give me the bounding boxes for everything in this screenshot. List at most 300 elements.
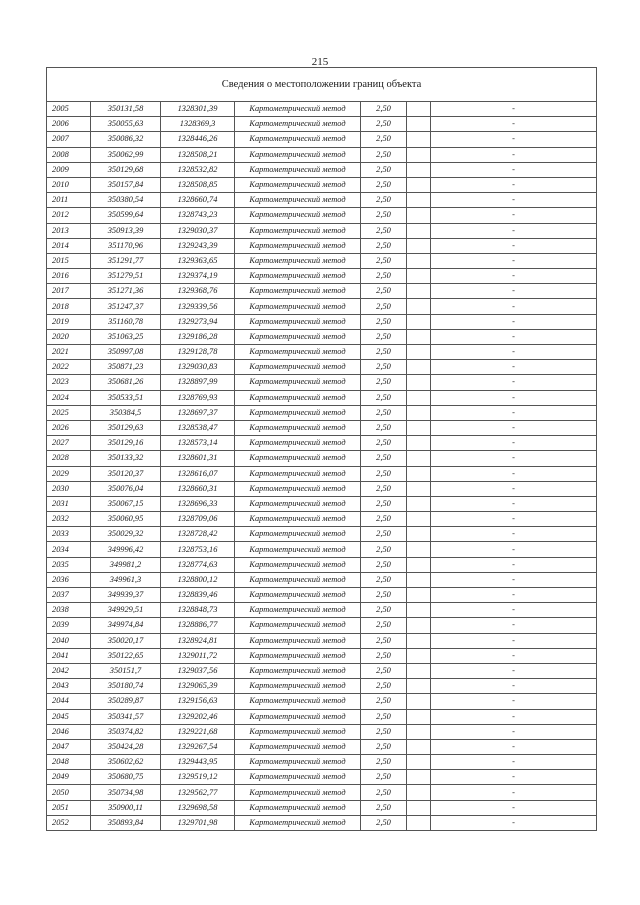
table-row bbox=[47, 345, 597, 360]
description-cell: - bbox=[431, 633, 597, 648]
note-cell bbox=[407, 284, 431, 299]
y-coordinate-cell: 1329562,77 bbox=[161, 785, 235, 800]
point-number-cell: 2034 bbox=[47, 542, 91, 557]
y-coordinate-cell: 1329221,68 bbox=[161, 724, 235, 739]
accuracy-cell: 2,50 bbox=[361, 603, 407, 618]
note-cell bbox=[407, 329, 431, 344]
point-number-cell: 2013 bbox=[47, 223, 91, 238]
table-row bbox=[47, 162, 597, 177]
accuracy-cell: 2,50 bbox=[361, 299, 407, 314]
table-row bbox=[47, 102, 597, 117]
y-coordinate-cell: 1329030,83 bbox=[161, 360, 235, 375]
description-cell: - bbox=[431, 436, 597, 451]
description-cell: - bbox=[431, 284, 597, 299]
point-number-cell: 2008 bbox=[47, 147, 91, 162]
method-cell: Картометрический метод bbox=[235, 618, 361, 633]
method-cell: Картометрический метод bbox=[235, 284, 361, 299]
description-cell: - bbox=[431, 618, 597, 633]
description-cell: - bbox=[431, 481, 597, 496]
x-coordinate-cell: 351279,51 bbox=[91, 269, 161, 284]
note-cell bbox=[407, 360, 431, 375]
description-cell: - bbox=[431, 603, 597, 618]
x-coordinate-cell: 350289,87 bbox=[91, 694, 161, 709]
table-row bbox=[47, 405, 597, 420]
table-row bbox=[47, 177, 597, 192]
note-cell bbox=[407, 102, 431, 117]
y-coordinate-cell: 1328601,31 bbox=[161, 451, 235, 466]
table-row bbox=[47, 132, 597, 147]
method-cell: Картометрический метод bbox=[235, 375, 361, 390]
point-number-cell: 2015 bbox=[47, 253, 91, 268]
y-coordinate-cell: 1328800,12 bbox=[161, 572, 235, 587]
accuracy-cell: 2,50 bbox=[361, 162, 407, 177]
y-coordinate-cell: 1329701,98 bbox=[161, 815, 235, 830]
note-cell bbox=[407, 785, 431, 800]
point-number-cell: 2045 bbox=[47, 709, 91, 724]
accuracy-cell: 2,50 bbox=[361, 390, 407, 405]
description-cell: - bbox=[431, 117, 597, 132]
point-number-cell: 2032 bbox=[47, 512, 91, 527]
note-cell bbox=[407, 405, 431, 420]
table-row bbox=[47, 709, 597, 724]
point-number-cell: 2006 bbox=[47, 117, 91, 132]
note-cell bbox=[407, 390, 431, 405]
method-cell: Картометрический метод bbox=[235, 390, 361, 405]
method-cell: Картометрический метод bbox=[235, 724, 361, 739]
note-cell bbox=[407, 375, 431, 390]
point-number-cell: 2031 bbox=[47, 496, 91, 511]
table-row bbox=[47, 390, 597, 405]
x-coordinate-cell: 350680,75 bbox=[91, 770, 161, 785]
method-cell: Картометрический метод bbox=[235, 299, 361, 314]
y-coordinate-cell: 1329202,46 bbox=[161, 709, 235, 724]
table-row bbox=[47, 603, 597, 618]
method-cell: Картометрический метод bbox=[235, 785, 361, 800]
accuracy-cell: 2,50 bbox=[361, 512, 407, 527]
table-body bbox=[47, 68, 597, 831]
note-cell bbox=[407, 253, 431, 268]
x-coordinate-cell: 350997,08 bbox=[91, 345, 161, 360]
accuracy-cell: 2,50 bbox=[361, 451, 407, 466]
note-cell bbox=[407, 800, 431, 815]
point-number-cell: 2005 bbox=[47, 102, 91, 117]
point-number-cell: 2050 bbox=[47, 785, 91, 800]
method-cell: Картометрический метод bbox=[235, 117, 361, 132]
accuracy-cell: 2,50 bbox=[361, 800, 407, 815]
accuracy-cell: 2,50 bbox=[361, 345, 407, 360]
method-cell: Картометрический метод bbox=[235, 603, 361, 618]
y-coordinate-cell: 1328616,07 bbox=[161, 466, 235, 481]
description-cell: - bbox=[431, 800, 597, 815]
note-cell bbox=[407, 238, 431, 253]
description-cell: - bbox=[431, 557, 597, 572]
description-cell: - bbox=[431, 512, 597, 527]
accuracy-cell: 2,50 bbox=[361, 405, 407, 420]
method-cell: Картометрический метод bbox=[235, 147, 361, 162]
table-row bbox=[47, 375, 597, 390]
accuracy-cell: 2,50 bbox=[361, 770, 407, 785]
method-cell: Картометрический метод bbox=[235, 132, 361, 147]
x-coordinate-cell: 350086,32 bbox=[91, 132, 161, 147]
table-row bbox=[47, 451, 597, 466]
note-cell bbox=[407, 633, 431, 648]
description-cell: - bbox=[431, 253, 597, 268]
x-coordinate-cell: 350151,7 bbox=[91, 663, 161, 678]
accuracy-cell: 2,50 bbox=[361, 420, 407, 435]
point-number-cell: 2011 bbox=[47, 193, 91, 208]
note-cell bbox=[407, 815, 431, 830]
table-caption: Сведения о местоположении границ объекта bbox=[221, 79, 422, 90]
x-coordinate-cell: 349996,42 bbox=[91, 542, 161, 557]
description-cell: - bbox=[431, 193, 597, 208]
method-cell: Картометрический метод bbox=[235, 193, 361, 208]
accuracy-cell: 2,50 bbox=[361, 755, 407, 770]
table-row bbox=[47, 360, 597, 375]
x-coordinate-cell: 349939,37 bbox=[91, 588, 161, 603]
method-cell: Картометрический метод bbox=[235, 572, 361, 587]
note-cell bbox=[407, 451, 431, 466]
method-cell: Картометрический метод bbox=[235, 162, 361, 177]
description-cell: - bbox=[431, 815, 597, 830]
table-row bbox=[47, 466, 597, 481]
page-number: 215 bbox=[311, 56, 329, 68]
point-number-cell: 2012 bbox=[47, 208, 91, 223]
note-cell bbox=[407, 679, 431, 694]
method-cell: Картометрический метод bbox=[235, 329, 361, 344]
x-coordinate-cell: 349981,2 bbox=[91, 557, 161, 572]
table-row bbox=[47, 633, 597, 648]
accuracy-cell: 2,50 bbox=[361, 724, 407, 739]
method-cell: Картометрический метод bbox=[235, 588, 361, 603]
note-cell bbox=[407, 193, 431, 208]
accuracy-cell: 2,50 bbox=[361, 648, 407, 663]
y-coordinate-cell: 1328774,63 bbox=[161, 557, 235, 572]
table-row bbox=[47, 663, 597, 678]
y-coordinate-cell: 1329065,39 bbox=[161, 679, 235, 694]
x-coordinate-cell: 350734,98 bbox=[91, 785, 161, 800]
accuracy-cell: 2,50 bbox=[361, 253, 407, 268]
note-cell bbox=[407, 208, 431, 223]
note-cell bbox=[407, 481, 431, 496]
table-row bbox=[47, 299, 597, 314]
point-number-cell: 2026 bbox=[47, 420, 91, 435]
description-cell: - bbox=[431, 360, 597, 375]
method-cell: Картометрический метод bbox=[235, 481, 361, 496]
method-cell: Картометрический метод bbox=[235, 177, 361, 192]
table-row bbox=[47, 618, 597, 633]
note-cell bbox=[407, 694, 431, 709]
accuracy-cell: 2,50 bbox=[361, 208, 407, 223]
point-number-cell: 2023 bbox=[47, 375, 91, 390]
x-coordinate-cell: 350122,65 bbox=[91, 648, 161, 663]
method-cell: Картометрический метод bbox=[235, 238, 361, 253]
note-cell bbox=[407, 663, 431, 678]
table-row bbox=[47, 800, 597, 815]
table-row bbox=[47, 512, 597, 527]
method-cell: Картометрический метод bbox=[235, 451, 361, 466]
note-cell bbox=[407, 588, 431, 603]
table-row bbox=[47, 679, 597, 694]
table-row bbox=[47, 481, 597, 496]
y-coordinate-cell: 1328573,14 bbox=[161, 436, 235, 451]
y-coordinate-cell: 1328753,16 bbox=[161, 542, 235, 557]
y-coordinate-cell: 1328508,21 bbox=[161, 147, 235, 162]
point-number-cell: 2009 bbox=[47, 162, 91, 177]
table-row bbox=[47, 572, 597, 587]
y-coordinate-cell: 1329037,56 bbox=[161, 663, 235, 678]
accuracy-cell: 2,50 bbox=[361, 481, 407, 496]
description-cell: - bbox=[431, 451, 597, 466]
x-coordinate-cell: 350120,37 bbox=[91, 466, 161, 481]
table-row bbox=[47, 208, 597, 223]
y-coordinate-cell: 1328848,73 bbox=[161, 603, 235, 618]
point-number-cell: 2024 bbox=[47, 390, 91, 405]
accuracy-cell: 2,50 bbox=[361, 815, 407, 830]
note-cell bbox=[407, 512, 431, 527]
method-cell: Картометрический метод bbox=[235, 405, 361, 420]
y-coordinate-cell: 1328301,39 bbox=[161, 102, 235, 117]
accuracy-cell: 2,50 bbox=[361, 314, 407, 329]
method-cell: Картометрический метод bbox=[235, 420, 361, 435]
point-number-cell: 2014 bbox=[47, 238, 91, 253]
table-caption-cell bbox=[47, 68, 597, 102]
note-cell bbox=[407, 223, 431, 238]
method-cell: Картометрический метод bbox=[235, 755, 361, 770]
method-cell: Картометрический метод bbox=[235, 815, 361, 830]
x-coordinate-cell: 351291,77 bbox=[91, 253, 161, 268]
table-row bbox=[47, 770, 597, 785]
x-coordinate-cell: 351160,78 bbox=[91, 314, 161, 329]
description-cell: - bbox=[431, 663, 597, 678]
accuracy-cell: 2,50 bbox=[361, 633, 407, 648]
x-coordinate-cell: 350681,26 bbox=[91, 375, 161, 390]
accuracy-cell: 2,50 bbox=[361, 466, 407, 481]
note-cell bbox=[407, 147, 431, 162]
table-row bbox=[47, 269, 597, 284]
note-cell bbox=[407, 572, 431, 587]
method-cell: Картометрический метод bbox=[235, 436, 361, 451]
note-cell bbox=[407, 420, 431, 435]
point-number-cell: 2036 bbox=[47, 572, 91, 587]
description-cell: - bbox=[431, 724, 597, 739]
method-cell: Картометрический метод bbox=[235, 694, 361, 709]
accuracy-cell: 2,50 bbox=[361, 496, 407, 511]
accuracy-cell: 2,50 bbox=[361, 375, 407, 390]
method-cell: Картометрический метод bbox=[235, 345, 361, 360]
y-coordinate-cell: 1328369,3 bbox=[161, 117, 235, 132]
y-coordinate-cell: 1328538,47 bbox=[161, 420, 235, 435]
method-cell: Картометрический метод bbox=[235, 709, 361, 724]
y-coordinate-cell: 1328886,77 bbox=[161, 618, 235, 633]
point-number-cell: 2025 bbox=[47, 405, 91, 420]
method-cell: Картометрический метод bbox=[235, 512, 361, 527]
y-coordinate-cell: 1328709,06 bbox=[161, 512, 235, 527]
y-coordinate-cell: 1329374,19 bbox=[161, 269, 235, 284]
point-number-cell: 2049 bbox=[47, 770, 91, 785]
point-number-cell: 2019 bbox=[47, 314, 91, 329]
description-cell: - bbox=[431, 147, 597, 162]
x-coordinate-cell: 350020,17 bbox=[91, 633, 161, 648]
x-coordinate-cell: 350602,62 bbox=[91, 755, 161, 770]
method-cell: Картометрический метод bbox=[235, 360, 361, 375]
note-cell bbox=[407, 436, 431, 451]
y-coordinate-cell: 1328532,82 bbox=[161, 162, 235, 177]
description-cell: - bbox=[431, 177, 597, 192]
y-coordinate-cell: 1329156,63 bbox=[161, 694, 235, 709]
point-number-cell: 2042 bbox=[47, 663, 91, 678]
accuracy-cell: 2,50 bbox=[361, 102, 407, 117]
x-coordinate-cell: 350341,57 bbox=[91, 709, 161, 724]
accuracy-cell: 2,50 bbox=[361, 117, 407, 132]
x-coordinate-cell: 350129,68 bbox=[91, 162, 161, 177]
point-number-cell: 2052 bbox=[47, 815, 91, 830]
accuracy-cell: 2,50 bbox=[361, 557, 407, 572]
accuracy-cell: 2,50 bbox=[361, 694, 407, 709]
x-coordinate-cell: 350380,54 bbox=[91, 193, 161, 208]
x-coordinate-cell: 350133,32 bbox=[91, 451, 161, 466]
point-number-cell: 2027 bbox=[47, 436, 91, 451]
description-cell: - bbox=[431, 329, 597, 344]
y-coordinate-cell: 1328508,85 bbox=[161, 177, 235, 192]
y-coordinate-cell: 1328769,93 bbox=[161, 390, 235, 405]
accuracy-cell: 2,50 bbox=[361, 193, 407, 208]
description-cell: - bbox=[431, 223, 597, 238]
point-number-cell: 2047 bbox=[47, 739, 91, 754]
point-number-cell: 2041 bbox=[47, 648, 91, 663]
point-number-cell: 2017 bbox=[47, 284, 91, 299]
y-coordinate-cell: 1329273,94 bbox=[161, 314, 235, 329]
method-cell: Картометрический метод bbox=[235, 253, 361, 268]
description-cell: - bbox=[431, 527, 597, 542]
table-row bbox=[47, 496, 597, 511]
point-number-cell: 2044 bbox=[47, 694, 91, 709]
description-cell: - bbox=[431, 208, 597, 223]
note-cell bbox=[407, 770, 431, 785]
point-number-cell: 2038 bbox=[47, 603, 91, 618]
note-cell bbox=[407, 269, 431, 284]
description-cell: - bbox=[431, 770, 597, 785]
method-cell: Картометрический метод bbox=[235, 269, 361, 284]
boundary-coordinates-table bbox=[46, 67, 597, 831]
accuracy-cell: 2,50 bbox=[361, 284, 407, 299]
description-cell: - bbox=[431, 314, 597, 329]
y-coordinate-cell: 1328728,42 bbox=[161, 527, 235, 542]
note-cell bbox=[407, 542, 431, 557]
note-cell bbox=[407, 724, 431, 739]
description-cell: - bbox=[431, 785, 597, 800]
point-number-cell: 2020 bbox=[47, 329, 91, 344]
accuracy-cell: 2,50 bbox=[361, 360, 407, 375]
x-coordinate-cell: 350533,51 bbox=[91, 390, 161, 405]
point-number-cell: 2033 bbox=[47, 527, 91, 542]
point-number-cell: 2016 bbox=[47, 269, 91, 284]
description-cell: - bbox=[431, 755, 597, 770]
method-cell: Картометрический метод bbox=[235, 739, 361, 754]
table-caption-row bbox=[47, 68, 597, 102]
x-coordinate-cell: 351247,37 bbox=[91, 299, 161, 314]
point-number-cell: 2028 bbox=[47, 451, 91, 466]
note-cell bbox=[407, 618, 431, 633]
table-row bbox=[47, 588, 597, 603]
table-row bbox=[47, 420, 597, 435]
y-coordinate-cell: 1329698,58 bbox=[161, 800, 235, 815]
point-number-cell: 2039 bbox=[47, 618, 91, 633]
y-coordinate-cell: 1329128,78 bbox=[161, 345, 235, 360]
accuracy-cell: 2,50 bbox=[361, 269, 407, 284]
x-coordinate-cell: 350871,23 bbox=[91, 360, 161, 375]
note-cell bbox=[407, 603, 431, 618]
note-cell bbox=[407, 117, 431, 132]
table-row bbox=[47, 557, 597, 572]
table-row bbox=[47, 648, 597, 663]
x-coordinate-cell: 351063,25 bbox=[91, 329, 161, 344]
table-row bbox=[47, 527, 597, 542]
method-cell: Картометрический метод bbox=[235, 770, 361, 785]
note-cell bbox=[407, 739, 431, 754]
table-row bbox=[47, 542, 597, 557]
note-cell bbox=[407, 177, 431, 192]
x-coordinate-cell: 349974,84 bbox=[91, 618, 161, 633]
table-row bbox=[47, 238, 597, 253]
accuracy-cell: 2,50 bbox=[361, 542, 407, 557]
description-cell: - bbox=[431, 572, 597, 587]
x-coordinate-cell: 350055,63 bbox=[91, 117, 161, 132]
table-row bbox=[47, 785, 597, 800]
accuracy-cell: 2,50 bbox=[361, 588, 407, 603]
y-coordinate-cell: 1329519,12 bbox=[161, 770, 235, 785]
point-number-cell: 2051 bbox=[47, 800, 91, 815]
accuracy-cell: 2,50 bbox=[361, 618, 407, 633]
table-row bbox=[47, 223, 597, 238]
point-number-cell: 2043 bbox=[47, 679, 91, 694]
description-cell: - bbox=[431, 739, 597, 754]
method-cell: Картометрический метод bbox=[235, 527, 361, 542]
accuracy-cell: 2,50 bbox=[361, 177, 407, 192]
description-cell: - bbox=[431, 269, 597, 284]
x-coordinate-cell: 350374,82 bbox=[91, 724, 161, 739]
description-cell: - bbox=[431, 542, 597, 557]
method-cell: Картометрический метод bbox=[235, 800, 361, 815]
table-row bbox=[47, 436, 597, 451]
method-cell: Картометрический метод bbox=[235, 496, 361, 511]
method-cell: Картометрический метод bbox=[235, 466, 361, 481]
point-number-cell: 2035 bbox=[47, 557, 91, 572]
description-cell: - bbox=[431, 694, 597, 709]
point-number-cell: 2021 bbox=[47, 345, 91, 360]
note-cell bbox=[407, 132, 431, 147]
method-cell: Картометрический метод bbox=[235, 542, 361, 557]
x-coordinate-cell: 351170,96 bbox=[91, 238, 161, 253]
description-cell: - bbox=[431, 496, 597, 511]
x-coordinate-cell: 350384,5 bbox=[91, 405, 161, 420]
accuracy-cell: 2,50 bbox=[361, 132, 407, 147]
table-row bbox=[47, 815, 597, 830]
point-number-cell: 2046 bbox=[47, 724, 91, 739]
x-coordinate-cell: 350060,95 bbox=[91, 512, 161, 527]
accuracy-cell: 2,50 bbox=[361, 785, 407, 800]
note-cell bbox=[407, 527, 431, 542]
accuracy-cell: 2,50 bbox=[361, 739, 407, 754]
method-cell: Картометрический метод bbox=[235, 102, 361, 117]
accuracy-cell: 2,50 bbox=[361, 663, 407, 678]
y-coordinate-cell: 1329339,56 bbox=[161, 299, 235, 314]
description-cell: - bbox=[431, 375, 597, 390]
table-row bbox=[47, 147, 597, 162]
table-row bbox=[47, 694, 597, 709]
table-row bbox=[47, 724, 597, 739]
accuracy-cell: 2,50 bbox=[361, 679, 407, 694]
note-cell bbox=[407, 496, 431, 511]
